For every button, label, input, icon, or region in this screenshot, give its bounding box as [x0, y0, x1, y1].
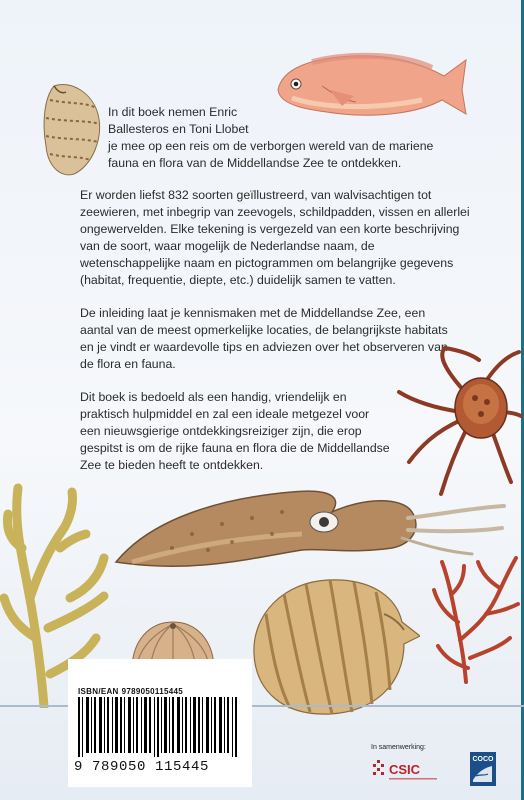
spider-crab-icon [395, 342, 523, 500]
isbn-label [78, 687, 183, 696]
paragraph-purpose: Dit boek is bedoeld als een handig, vriendelijk en praktisch hulpmiddel en zal een ideale metgezel voor een nieuwsgierige ontdekkingsreiziger zijn, die erop gespitst is om de rijke fauna en flora die de Middellandse Zee te bieden heeft te ontdekken. [80, 390, 390, 472]
red-coral-icon [430, 548, 522, 684]
paragraph-introduction: De inleiding laat je kennismaken met de Middellandse Zee, een aantal van de meest opmerkelijke locaties, de belangrijkste habitats en je vindt er waardevolle tips en adviezen over het observeren van de flora en fauna. [80, 306, 448, 371]
intro-line-1: In dit boek nemen Enric [108, 105, 238, 119]
coco-logo-text: COCO [472, 756, 494, 763]
csic-logo-text: CSIC [389, 762, 421, 777]
coco-logo [470, 752, 496, 786]
cone-shell-icon [40, 80, 104, 178]
barcode-area [68, 659, 252, 787]
barcode-digits: 9 789050 115445 [74, 759, 210, 775]
intro-text [108, 104, 408, 138]
barcode-icon [78, 697, 242, 757]
paragraph-species: Er worden liefst 832 soorten geïllustreerd, van walvisachtigen tot zeewieren, met inbegrip van zeevogels, schildpadden, vissen en allerlei ongewervelden. Elke tekening is vergezeld van een korte beschrijving van de soort, waar mogelijk de Nederlandse naam, de wetenschappelijke naam en pictogrammen om belangrijke gegevens (habitat, frequentie, diepte, etc.) duidelijk samen te vatten. [80, 188, 470, 287]
tun-shell-icon [244, 574, 420, 718]
intro-text-continued: je mee op een reis om de verborgen wereld van de mariene fauna en flora van de Middellandse Zee te ontdekken. [108, 139, 434, 170]
csic-logo [371, 756, 451, 784]
collaboration-label: In samenwerking: [371, 744, 426, 751]
isbn-value: 9789050115445 [121, 687, 183, 696]
intro-line-2: Ballesteros en Toni Llobet [108, 122, 249, 136]
isbn-label-text: ISBN/EAN [78, 687, 119, 696]
